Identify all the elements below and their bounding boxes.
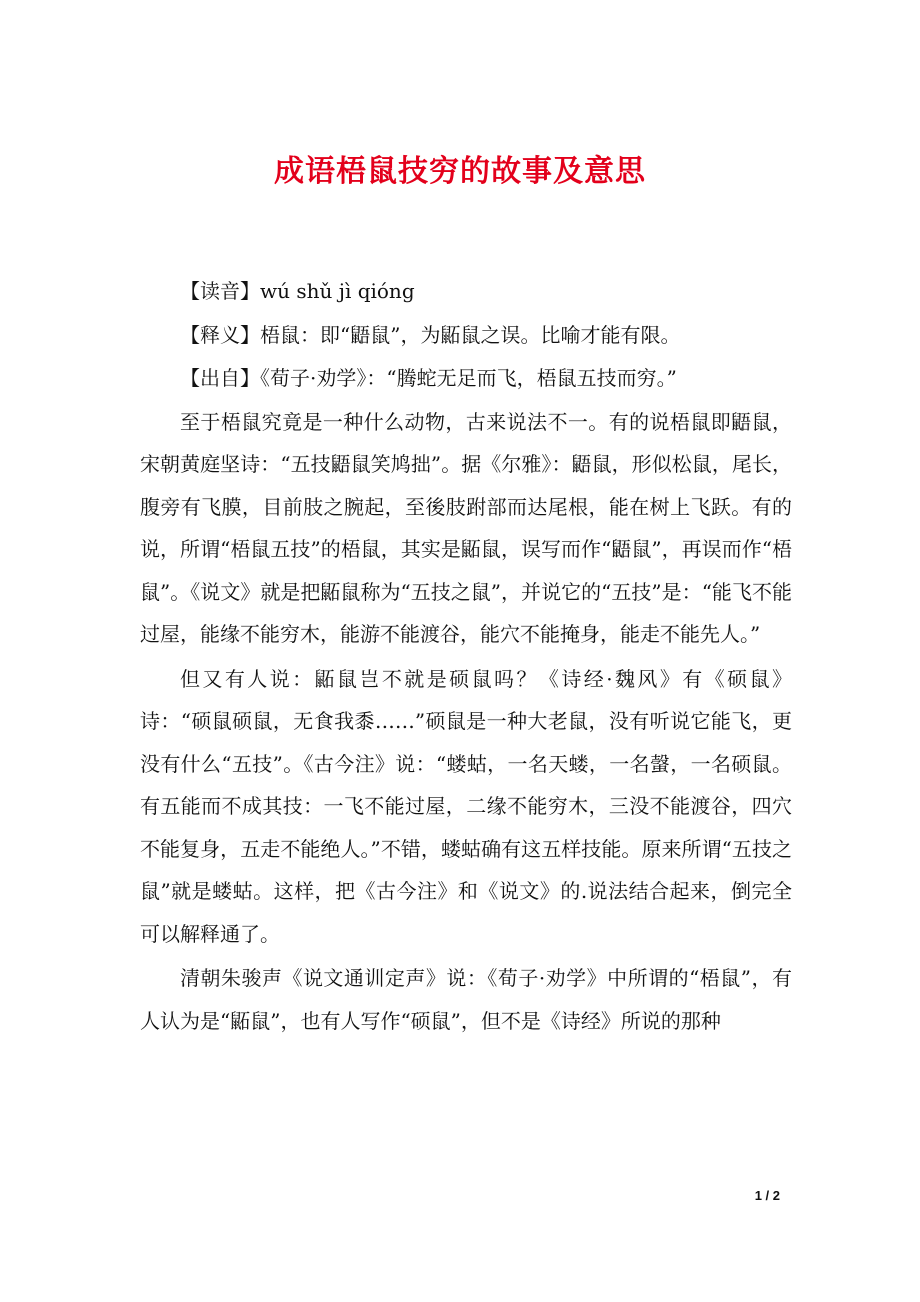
page-number: 1 / 2 [754, 1188, 780, 1203]
document-body [140, 270, 792, 1044]
body-paragraph: 清朝朱骏声《说文通训定声》说：《荀子·劝学》中所谓的“梧鼠”，有人认为是“鼫鼠”，也有人写作“硕鼠”，但不是《诗经》所说的那种 [140, 966, 792, 1033]
meaning-line: 【释义】梧鼠：即“鼯鼠”，为鼫鼠之误。比喻才能有限。 [180, 322, 681, 347]
page-title: 成语梧鼠技穷的故事及意思 [274, 154, 646, 189]
body-paragraph: 至于梧鼠究竟是一种什么动物，古来说法不一。有的说梧鼠即鼯鼠，宋朝黄庭坚诗：“五技鼯鼠笑鸠拙”。据《尔雅》：鼯鼠，形似松鼠，尾长，腹旁有飞膜，目前肢之腕起，至後肢跗部而达尾根，能在树上飞跃。有的说，所谓“梧鼠五技”的梧鼠，其实是鼫鼠，误写而作“鼯鼠”，再误而作“梧鼠”。《说文》就是把鼫鼠称为“五技之鼠”，并说它的“五技”是：“能飞不能过屋，能缘不能穷木，能游不能渡谷，能穴不能掩身，能走不能先人。” [140, 409, 792, 646]
reading-line: 【读音】wú shǔ jì qióng [180, 279, 415, 303]
body-paragraph: 但又有人说：鼫鼠岂不就是硕鼠吗？《诗经·魏风》有《硕鼠》诗：“硕鼠硕鼠，无食我黍……”硕鼠是一种大老鼠，没有听说它能飞，更没有什么“五技”。《古今注》说：“蝼蛄，一名天蝼，一名螜，一名硕鼠。有五能而不成其技：一飞不能过屋，二缘不能穷木，三没不能渡谷，四穴不能复身，五走不能绝人。”不错，蝼蛄确有这五样技能。原来所谓“五技之鼠”就是蝼蛄。这样，把《古今注》和《说文》的.说法结合起来，倒完全可以解释通了。 [140, 666, 792, 946]
source-line: 【出自】《荀子·劝学》：“腾蛇无足而飞，梧鼠五技而穷。” [180, 366, 677, 390]
